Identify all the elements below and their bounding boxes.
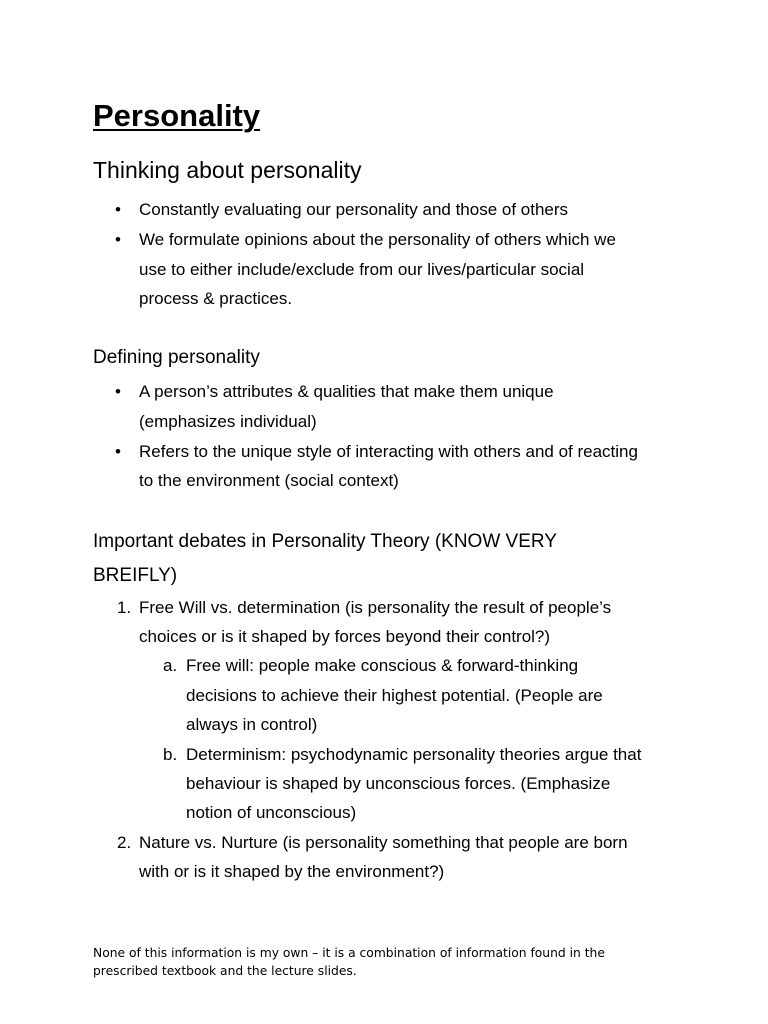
footer-note-line: prescribed textbook and the lecture slides.: [93, 964, 357, 978]
list-letter: b.: [163, 745, 178, 764]
section-heading-defining: Defining personality: [93, 347, 260, 368]
bullet-text-line: Constantly evaluating our personality and those of others: [139, 200, 569, 219]
sublist-item-line: behaviour is shaped by unconscious forces. (Emphasize: [186, 774, 611, 793]
sublist-item-line: always in control): [186, 715, 318, 734]
section-heading-thinking: Thinking about personality: [93, 157, 362, 183]
bullet-text-line: Refers to the unique style of interacting with others and of reacting: [139, 442, 638, 461]
list-letter: a.: [163, 656, 178, 675]
footer-note-line: None of this information is my own – it is a combination of information found in the: [93, 946, 605, 960]
bullet-marker: •: [115, 442, 121, 461]
sublist-item-line: notion of unconscious): [186, 803, 357, 822]
bullet-text-line: (emphasizes individual): [139, 412, 317, 431]
page-title: Personality: [93, 98, 261, 133]
section-heading-debates-cont: BREIFLY): [93, 565, 178, 586]
section-heading-debates: Important debates in Personality Theory (KNOW VERY: [93, 531, 557, 552]
bullet-text-line: process & practices.: [139, 289, 293, 308]
bullet-text-line: to the environment (social context): [139, 471, 399, 490]
bullet-text-line: A person’s attributes & qualities that make them unique: [139, 382, 554, 401]
list-item-line: with or is it shaped by the environment?): [139, 862, 445, 881]
bullet-marker: •: [115, 200, 121, 219]
bullet-marker: •: [115, 382, 121, 401]
sublist-item-line: Determinism: psychodynamic personality theories argue that: [186, 745, 642, 764]
sublist-item-line: Free will: people make conscious & forward-thinking: [186, 656, 579, 675]
bullet-text-line: use to either include/exclude from our lives/particular social: [139, 260, 585, 279]
sublist-item-line: decisions to achieve their highest potential. (People are: [186, 686, 603, 705]
list-number: 2.: [117, 833, 132, 852]
list-item-line: choices or is it shaped by forces beyond their control?): [139, 627, 551, 646]
list-item-line: Nature vs. Nurture (is personality something that people are born: [139, 833, 628, 852]
list-item-line: Free Will vs. determination (is personality the result of people’s: [139, 598, 612, 617]
bullet-text-line: We formulate opinions about the personality of others which we: [139, 230, 616, 249]
bullet-marker: •: [115, 230, 121, 249]
list-number: 1.: [117, 598, 132, 617]
